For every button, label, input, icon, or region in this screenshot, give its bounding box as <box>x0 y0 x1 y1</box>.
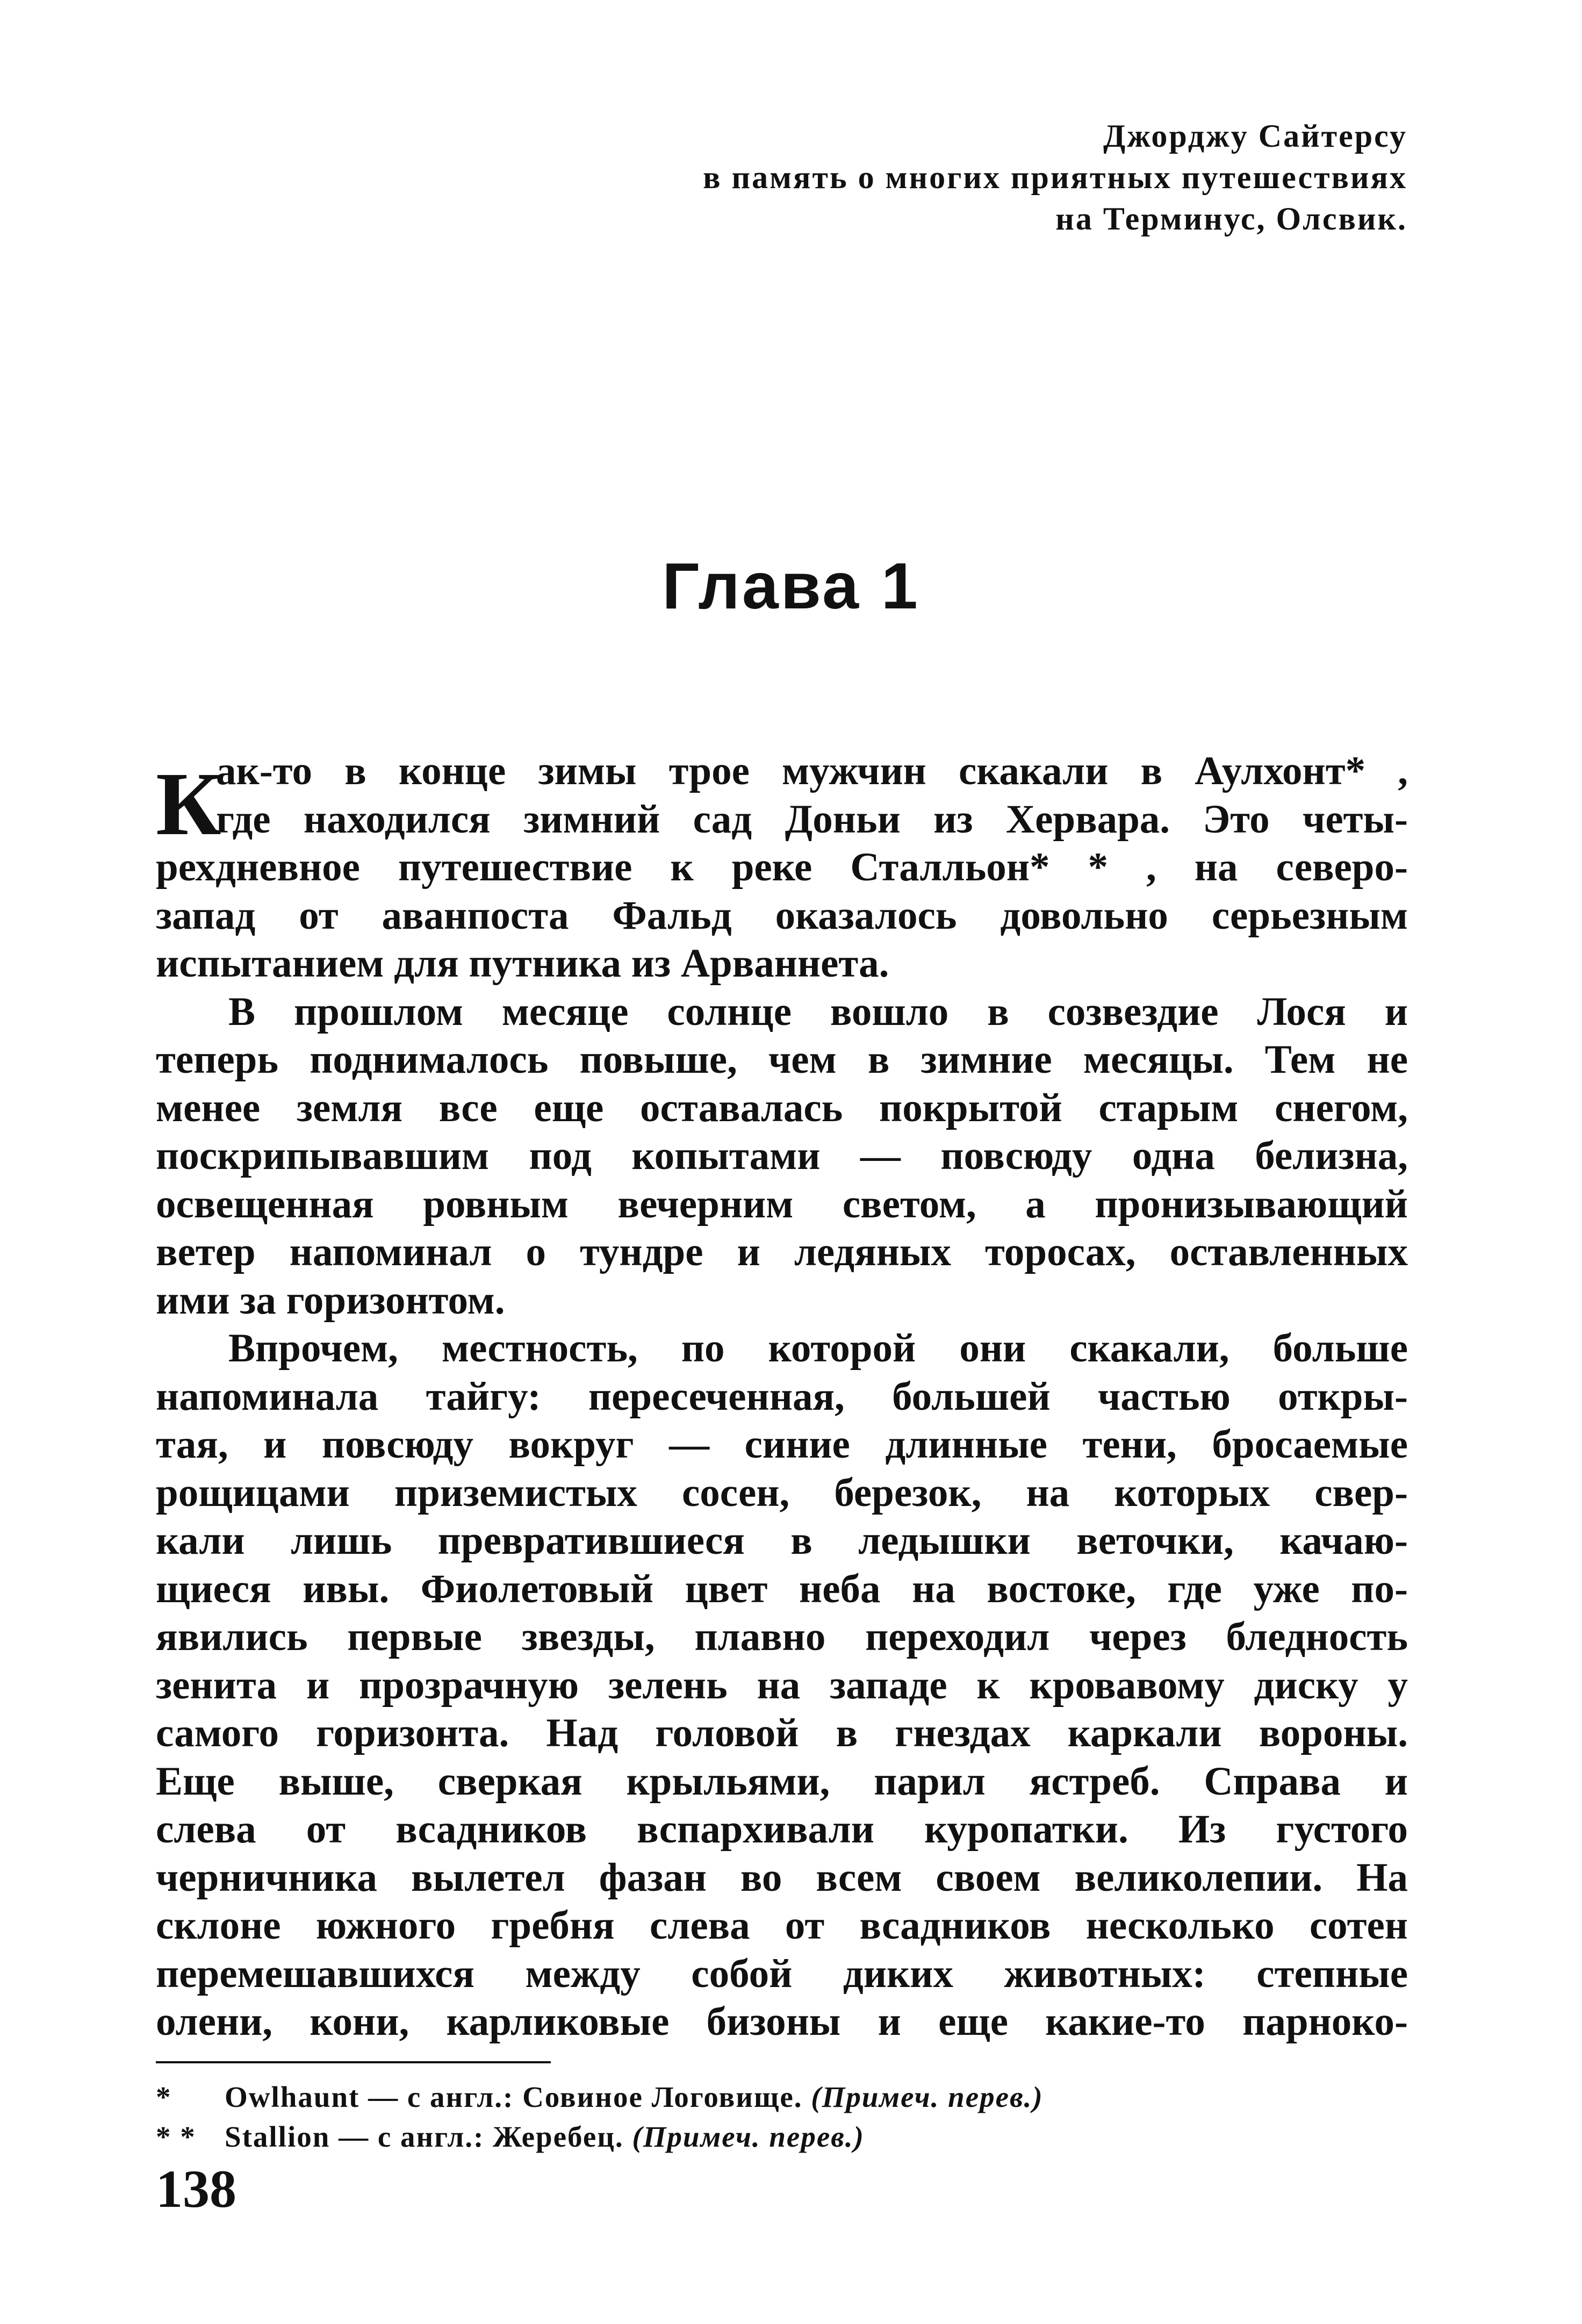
drop-cap: К <box>156 754 221 854</box>
footnote-divider <box>156 2061 551 2063</box>
footnote <box>156 2117 1408 2157</box>
text-line: менее земля все еще оставалась покрытой старым снегом, <box>156 1085 1408 1130</box>
page-number: 138 <box>156 2159 236 2219</box>
text-line: поскрипывавшим под копытами — повсюду одна белизна, <box>156 1134 1408 1178</box>
text-line: ими за горизонтом. <box>156 1278 505 1323</box>
footnote-text: Stallion — с англ.: Жеребец. <box>225 2120 624 2153</box>
text-line: рехдневное путешествие к реке Сталльон* * , на северо- <box>156 845 1408 890</box>
text-line: запад от аванпоста Фальд оказалось довольно серьезным <box>156 893 1408 938</box>
text-line: рощицами приземистых сосен, березок, на которых свер- <box>156 1470 1408 1515</box>
text-line: напоминала тайгу: пересеченная, большей частью откры- <box>156 1374 1408 1419</box>
text-line: зенита и прозрачную зелень на западе к кровавому диску у <box>156 1662 1408 1708</box>
text-line: испытанием для путника из Арваннета. <box>156 941 889 986</box>
footnotes <box>156 2077 1408 2157</box>
footnote-mark: * <box>156 2081 172 2113</box>
text-line: перемешавшихся между собой диких животных: степные <box>156 1951 1408 1996</box>
text-line: Еще выше, сверкая крыльями, парил ястреб. Справа и <box>156 1759 1408 1804</box>
footnote-note: (Примеч. перев.) <box>632 2120 865 2153</box>
text-line: где находился зимний сад Доньи из Хервара. Это четы- <box>216 797 1408 842</box>
dedication-line: в память о многих приятных путешествиях <box>703 160 1407 195</box>
body-text <box>156 747 1408 2046</box>
text-line: В прошлом месяце солнце вошло в созвездие Лося и <box>228 989 1408 1034</box>
dedication-line: Джорджу Сайтерсу <box>1103 118 1407 154</box>
text-line: теперь поднималось повыше, чем в зимние месяцы. Тем не <box>156 1037 1408 1082</box>
text-line: освещенная ровным вечерним светом, а пронизывающий <box>156 1181 1408 1226</box>
text-line: тая, и повсюду вокруг — синие длинные тени, бросаемые <box>156 1422 1408 1467</box>
text-line: Впрочем, местность, по которой они скакали, больше <box>228 1326 1408 1371</box>
chapter-title: Глава 1 <box>662 549 920 622</box>
text-line: самого горизонта. Над головой в гнездах каркали вороны. <box>156 1711 1408 1755</box>
text-line: щиеся ивы. Фиолетовый цвет неба на востоке, где уже по- <box>156 1566 1408 1611</box>
footnote-text: Owlhaunt — с англ.: Совиное Логовище. <box>225 2081 803 2113</box>
text-line: черничника вылетел фазан во всем своем великолепии. На <box>156 1855 1408 1900</box>
footnote-mark: * * <box>156 2120 196 2153</box>
footnote-note: (Примеч. перев.) <box>811 2081 1044 2113</box>
text-line: ак-то в конце зимы трое мужчин скакали в Аулхонт* , <box>216 749 1408 793</box>
text-line: ветер напоминал о тундре и ледяных торосах, оставленных <box>156 1230 1408 1274</box>
text-line: олени, кони, карликовые бизоны и еще какие-то парноко- <box>156 1999 1408 2044</box>
text-line: склоне южного гребня слева от всадников несколько сотен <box>156 1903 1408 1948</box>
text-line: явились первые звезды, плавно переходил через бледность <box>156 1615 1408 1659</box>
text-line: кали лишь превратившиеся в ледышки веточки, качаю- <box>156 1518 1408 1563</box>
dedication <box>703 116 1407 240</box>
text-line: слева от всадников вспархивали куропатки. Из густого <box>156 1807 1408 1852</box>
footnote <box>156 2077 1408 2117</box>
dedication-line: на Терминус, Олсвик. <box>1055 201 1407 236</box>
